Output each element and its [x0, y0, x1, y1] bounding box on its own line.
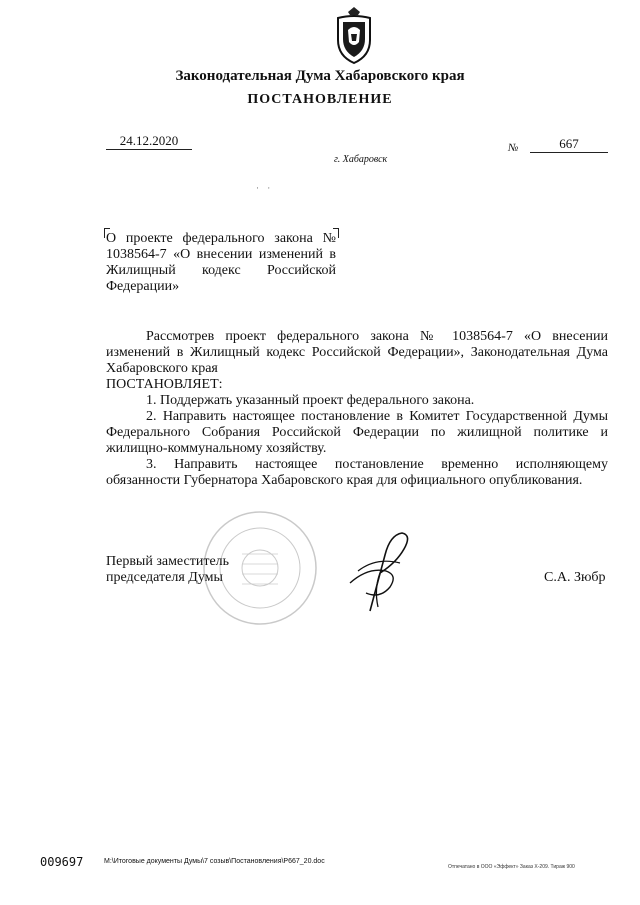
scan-artifact: · ·	[256, 183, 274, 193]
resolution-item: 2. Направить настоящее постановление в Комитет Государственной Думы Федерального Собрания Российской Федерации по жилищной политике и жилищно-коммунальному хозяйству.	[106, 409, 608, 456]
organization-name: Законодательная Дума Хабаровского края	[175, 68, 465, 84]
signer-position-line: председателя Думы	[106, 570, 223, 585]
number-label: №	[508, 142, 519, 154]
coat-of-arms-emblem	[330, 6, 378, 66]
signer-name: С.А. Зюбр	[544, 570, 606, 585]
resolves-heading: ПОСТАНОВЛЯЕТ:	[106, 377, 223, 392]
footer-doc-number: 009697	[40, 855, 84, 869]
handwritten-signature	[340, 527, 418, 613]
footer-printer-info: Отпечатано в ООО «Эффект» Заказ Х-209. Тираж 900	[448, 864, 575, 870]
subject-heading: О проекте федерального закона № 1038564-7 «О внесении изменений в Жилищный кодекс Российской Федерации»	[106, 231, 336, 294]
document-type-title: ПОСТАНОВЛЕНИЕ	[247, 92, 393, 107]
document-number: 667	[530, 136, 608, 153]
footer-file-path: M:\Итоговые документы Думы\7 созыв\Постановления\Р667_20.doc	[104, 858, 325, 865]
document-date: 24.12.2020	[106, 133, 192, 150]
city-label: г. Хабаровск	[334, 154, 388, 165]
resolution-body	[106, 329, 608, 489]
signer-position	[106, 554, 229, 586]
intro-text: изменений в Жилищный кодекс Российской Федерации», Законодательная Дума Хабаровского края	[106, 345, 608, 376]
signer-position-line: Первый заместитель	[106, 554, 230, 569]
resolution-item: 3. Направить настоящее постановление временно исполняющему обязанности Губернатора Хабаровского края для официального опубликования.	[106, 457, 608, 488]
resolution-item: 1. Поддержать указанный проект федерального закона.	[146, 393, 475, 408]
intro-line: Рассмотрев проект федерального закона № 1038564-7 «О внесении	[146, 329, 608, 344]
